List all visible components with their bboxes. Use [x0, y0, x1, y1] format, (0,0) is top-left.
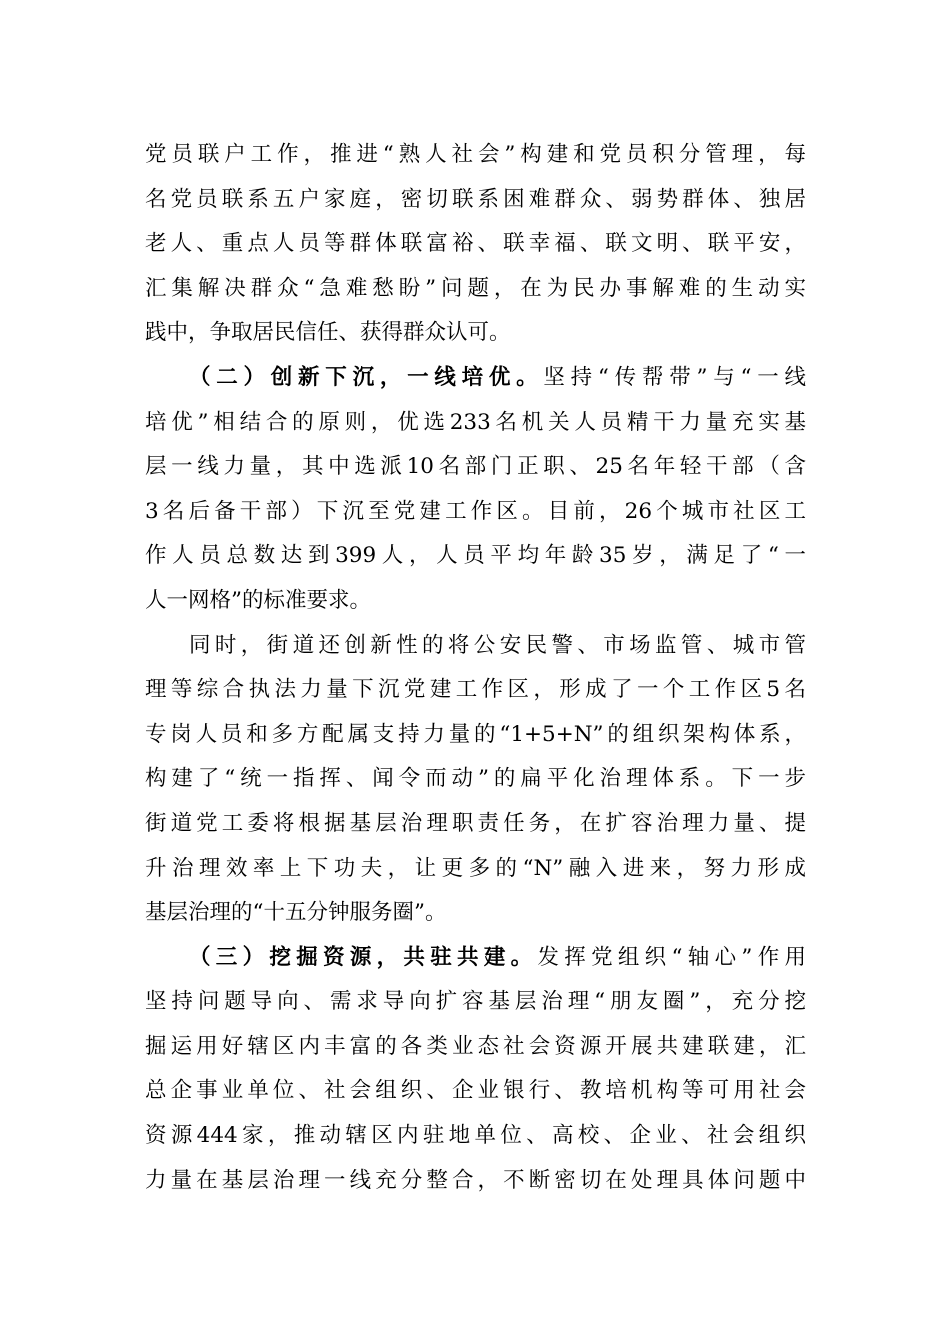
text-line: 3名后备干部）下沉至党建工作区。目前，26个城市社区工: [145, 498, 806, 524]
section-heading: （三）挖掘资源，共驻共建。: [189, 944, 538, 970]
text-line: 汇集解决群众“急难愁盼”问题，在为民办事解难的生动实: [145, 275, 806, 301]
section-heading: （二）创新下沉，一线培优。: [189, 364, 544, 390]
text-line: 资源444家，推动辖区内驻地单位、高校、企业、社会组织: [145, 1123, 806, 1149]
text-line: 名党员联系五户家庭，密切联系困难群众、弱势群体、独居: [145, 186, 806, 212]
text-line: 掘运用好辖区内丰富的各类业态社会资源开展共建联建，汇: [145, 1033, 806, 1059]
text-line: 践中，争取居民信任、获得群众认可。: [145, 320, 511, 346]
paragraph-section-three: [145, 936, 806, 1204]
text-line: 培优”相结合的原则，优选233名机关人员精干力量充实基: [145, 409, 806, 435]
paragraph-law-enforcement: [145, 624, 806, 936]
document-page: [145, 133, 806, 1203]
text-line: 老人、重点人员等群体联富裕、联幸福、联文明、联平安，: [145, 231, 806, 257]
text-line: 作人员总数达到399人，人员平均年龄35岁，满足了“一: [145, 543, 806, 569]
text-line: 基层治理的“十五分钟服务圈”。: [145, 900, 447, 926]
text-line: 坚持问题导向、需求导向扩容基层治理“朋友圈”，充分挖: [145, 989, 806, 1015]
text-line: 构建了“统一指挥、闻令而动”的扁平化治理体系。下一步: [145, 766, 806, 792]
text-line: 人一网格”的标准要求。: [145, 587, 371, 613]
paragraph-party-household-contact: [145, 133, 806, 356]
paragraph-section-two: [145, 356, 806, 624]
text-line: 升治理效率上下功夫，让更多的“N”融入进来，努力形成: [145, 855, 806, 881]
text-line: 总企事业单位、社会组织、企业银行、教培机构等可用社会: [145, 1078, 806, 1104]
text-line: 同时，街道还创新性的将公安民警、市场监管、城市管: [189, 632, 806, 658]
text-line: 党员联户工作，推进“熟人社会”构建和党员积分管理，每: [145, 142, 806, 167]
text-line: 专岗人员和多方配属支持力量的“1+5+N”的组织架构体系，: [145, 721, 806, 747]
text-span: 发挥党组织“轴心”作用: [537, 944, 806, 970]
text-line: [145, 936, 806, 981]
text-line: 街道党工委将根据基层治理职责任务，在扩容治理力量、提: [145, 810, 806, 836]
text-span: 坚持“传帮带”与“一线: [543, 364, 806, 390]
text-line: [145, 356, 806, 401]
text-line: 理等综合执法力量下沉党建工作区，形成了一个工作区5名: [145, 677, 806, 703]
text-line: 力量在基层治理一线充分整合，不断密切在处理具体问题中: [145, 1167, 806, 1193]
text-line: 层一线力量，其中选派10名部门正职、25名年轻干部（含: [145, 454, 806, 480]
